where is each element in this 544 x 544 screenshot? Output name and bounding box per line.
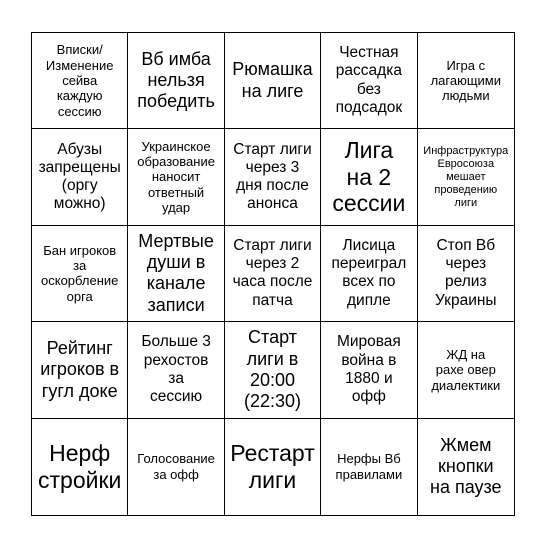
cell-text: Старт лиги через 3 дня после анонса bbox=[233, 140, 312, 213]
bingo-cell[interactable] bbox=[32, 129, 128, 225]
cell-text: Старт лиги в 20:00 (22:30) bbox=[243, 327, 302, 412]
bingo-cell[interactable] bbox=[418, 419, 514, 515]
bingo-cell[interactable] bbox=[32, 226, 128, 322]
bingo-cell[interactable] bbox=[225, 129, 321, 225]
cell-text: Нерф стройки bbox=[38, 440, 122, 493]
bingo-cell[interactable] bbox=[128, 129, 224, 225]
cell-text: Нерфы Вб правилами bbox=[335, 451, 403, 482]
bingo-cell[interactable] bbox=[128, 226, 224, 322]
bingo-cell[interactable] bbox=[418, 129, 514, 225]
bingo-cell[interactable] bbox=[128, 322, 224, 418]
bingo-cell[interactable] bbox=[32, 33, 128, 129]
cell-text: Мертвые души в канале записи bbox=[138, 231, 214, 315]
cell-text: Рюмашка на лиге bbox=[232, 59, 313, 101]
cell-text: Мировая война в 1880 и офф bbox=[336, 333, 401, 406]
cell-text: Инфраструктура Евросоюза мешает проведению лиги bbox=[423, 144, 509, 209]
cell-text: Честная рассадка без подсадок bbox=[335, 44, 403, 116]
cell-text: Лисица переиграл всех по дипле bbox=[331, 236, 407, 309]
cell-text: Стоп Вб через релиз Украины bbox=[435, 236, 497, 309]
bingo-cell[interactable] bbox=[418, 322, 514, 418]
bingo-cell[interactable] bbox=[418, 226, 514, 322]
bingo-cell[interactable] bbox=[321, 129, 417, 225]
bingo-cell[interactable] bbox=[321, 226, 417, 322]
bingo-board bbox=[31, 32, 515, 516]
bingo-cell[interactable] bbox=[32, 419, 128, 515]
bingo-cell[interactable] bbox=[225, 322, 321, 418]
bingo-cell[interactable] bbox=[321, 322, 417, 418]
cell-text: Больше 3 рехостов за сессию bbox=[141, 333, 211, 406]
cell-text: Старт лиги через 2 часа после патча bbox=[232, 236, 313, 309]
cell-text: Рейтинг игроков в гугл доке bbox=[40, 338, 120, 401]
cell-text: Бан игроков за оскорбление орга bbox=[41, 242, 119, 304]
bingo-cell[interactable] bbox=[321, 33, 417, 129]
bingo-cell[interactable] bbox=[128, 419, 224, 515]
cell-text: Абузы запрещены (оргу можно) bbox=[38, 140, 121, 213]
cell-text: Вписки/ Изменение сейва каждую сессию bbox=[45, 42, 114, 119]
cell-text: ЖД на рахе овер диалектики bbox=[431, 346, 501, 393]
bingo-cell[interactable] bbox=[225, 226, 321, 322]
cell-text: Вб имба нельзя победить bbox=[137, 48, 215, 112]
bingo-cell[interactable] bbox=[321, 419, 417, 515]
bingo-cell[interactable] bbox=[225, 33, 321, 129]
cell-text: Лига на 2 сессии bbox=[332, 137, 406, 217]
bingo-cell[interactable] bbox=[418, 33, 514, 129]
cell-text: Голосование за офф bbox=[137, 451, 215, 482]
cell-text: Украинское образование наносит ответный удар bbox=[137, 138, 215, 216]
bingo-cell[interactable] bbox=[32, 322, 128, 418]
bingo-cell[interactable] bbox=[225, 419, 321, 515]
cell-text: Жмем кнопки на паузе bbox=[430, 434, 502, 498]
cell-text: Рестарт лиги bbox=[230, 440, 315, 493]
bingo-cell[interactable] bbox=[128, 33, 224, 129]
cell-text: Игра с лагающими людьми bbox=[430, 57, 501, 104]
